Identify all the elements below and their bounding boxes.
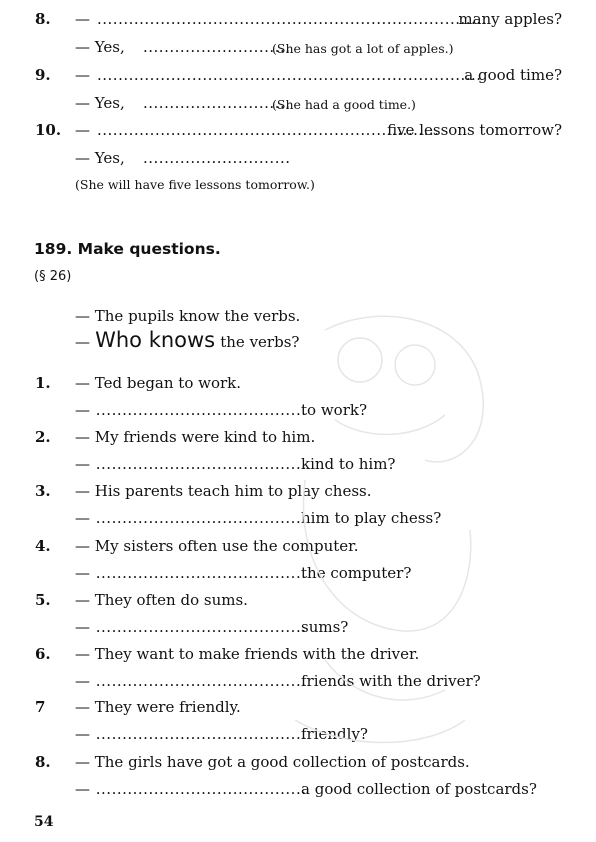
example-statement: — The pupils know the verbs. <box>75 307 301 325</box>
answer-prefix: — Yes, <box>75 149 125 167</box>
item-ending: him to play chess? <box>301 509 442 527</box>
question-dash: — <box>75 10 90 28</box>
item-number: 8. <box>35 753 51 771</box>
item-ending: the computer? <box>301 564 412 582</box>
example-highlight: Who knows <box>95 328 216 352</box>
item-number: 2. <box>35 428 51 446</box>
item-ending: a good collection of postcards? <box>301 780 537 798</box>
question-ending: a good time? <box>464 66 562 84</box>
item-ending: friends with the driver? <box>301 672 481 690</box>
item-number: 6. <box>35 645 51 663</box>
item-blank[interactable]: — ........................................ <box>75 672 307 690</box>
item-number: 9. <box>35 66 51 84</box>
answer-blank[interactable]: ............................ <box>143 94 291 112</box>
example-dash: — <box>75 333 90 351</box>
question-blank[interactable]: ......................................................................... <box>97 66 482 84</box>
item-statement: — The girls have got a good collection of postcards. <box>75 753 470 771</box>
item-blank[interactable]: — ........................................ <box>75 401 307 419</box>
question-ending: five lessons tomorrow? <box>387 121 562 139</box>
question-dash: — <box>75 121 90 139</box>
watermark-graphic <box>265 300 505 760</box>
question-blank[interactable]: ................................................................. <box>97 121 440 139</box>
example-question <box>75 328 299 352</box>
item-blank[interactable]: — ........................................ <box>75 564 307 582</box>
item-blank[interactable]: — ........................................ <box>75 725 307 743</box>
item-number: 7 <box>35 698 46 716</box>
item-statement: — My sisters often use the computer. <box>75 537 359 555</box>
item-ending: kind to him? <box>301 455 396 473</box>
item-statement: — They were friendly. <box>75 698 241 716</box>
grammar-reference: (§ 26) <box>34 269 72 284</box>
item-ending: sums? <box>301 618 349 636</box>
answer-blank[interactable]: ............................ <box>143 38 291 56</box>
example-rest: the verbs? <box>220 333 300 351</box>
exercise-title: 189. Make questions. <box>34 240 221 258</box>
answer-blank[interactable]: ............................ <box>143 149 291 167</box>
answer-prefix: — Yes, <box>75 38 125 56</box>
answer-prefix: — Yes, <box>75 94 125 112</box>
item-number: 10. <box>35 121 62 139</box>
item-statement: — His parents teach him to play chess. <box>75 482 372 500</box>
item-statement: — They want to make friends with the driver. <box>75 645 420 663</box>
item-blank[interactable]: — ........................................ <box>75 455 307 473</box>
item-number: 8. <box>35 10 51 28</box>
answer-note: (She has got a lot of apples.) <box>272 41 454 56</box>
item-blank[interactable]: — ........................................ <box>75 509 307 527</box>
item-ending: to work? <box>301 401 367 419</box>
question-ending: many apples? <box>458 10 562 28</box>
answer-note: (She will have five lessons tomorrow.) <box>75 177 315 192</box>
question-dash: — <box>75 66 90 84</box>
item-number: 3. <box>35 482 51 500</box>
page-number: 54 <box>34 814 54 830</box>
item-ending: friendly? <box>301 725 368 743</box>
item-blank[interactable]: — ........................................ <box>75 618 307 636</box>
question-blank[interactable]: .......................................................................... <box>97 10 487 28</box>
item-number: 5. <box>35 591 51 609</box>
item-number: 4. <box>35 537 51 555</box>
answer-note: (She had a good time.) <box>272 97 416 112</box>
item-statement: — They often do sums. <box>75 591 248 609</box>
item-statement: — My friends were kind to him. <box>75 428 316 446</box>
item-number: 1. <box>35 374 51 392</box>
item-statement: — Ted began to work. <box>75 374 242 392</box>
item-blank[interactable]: — ........................................ <box>75 780 307 798</box>
